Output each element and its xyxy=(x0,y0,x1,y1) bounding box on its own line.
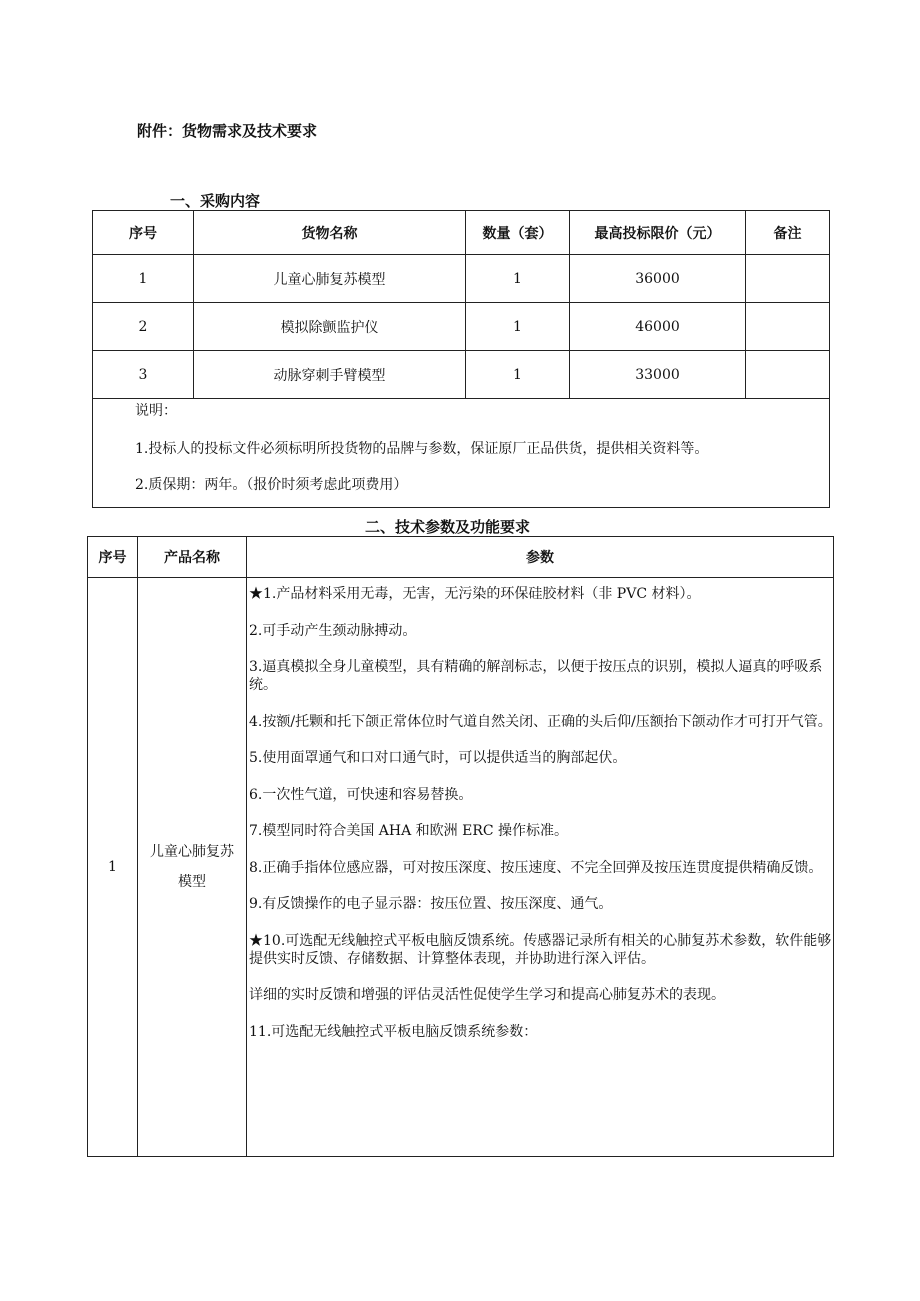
cell-price: 46000 xyxy=(570,303,746,351)
attachment-title: 附件：货物需求及技术要求 xyxy=(137,122,318,140)
param-4: 4.按额/托颗和托下颌正常体位时气道自然关闭、正确的头后仰/压额抬下颌动作才可打开气管。 xyxy=(249,713,832,730)
cell-no: 2 xyxy=(93,303,194,351)
cell-no: 3 xyxy=(93,351,194,399)
cell-no: 1 xyxy=(88,578,138,1157)
cell-parameters xyxy=(247,578,834,1157)
cell-name: 动脉穿刺手臂模型 xyxy=(194,351,466,399)
cell-qty: 1 xyxy=(466,303,570,351)
table-row xyxy=(93,351,830,399)
cell-name: 儿童心肺复苏模型 xyxy=(194,255,466,303)
cell-no: 1 xyxy=(93,255,194,303)
param-5: 5.使用面罩通气和口对口通气时，可以提供适当的胸部起伏。 xyxy=(249,750,627,766)
cell-product-name xyxy=(138,578,247,1157)
cell-remark xyxy=(746,351,830,399)
table-row xyxy=(93,255,830,303)
param-10-note: 详细的实时反馈和增强的评估灵活性促使学生学习和提高心肺复苏术的表现。 xyxy=(249,987,725,1003)
header-quantity: 数量（套） xyxy=(466,211,570,255)
param-2: 2.可手动产生颈动脉搏动。 xyxy=(249,622,417,639)
param-10: ★10.可选配无线触控式平板电脑反馈系统。传感器记录所有相关的心肺复苏术参数，软件能够提供实时反馈、存储数据、计算整体表现，并协助进行深入评估。 xyxy=(249,932,832,967)
notes-line-2: 2.质保期：两年。（报价时须考虑此项费用） xyxy=(135,477,408,493)
header-parameters: 参数 xyxy=(247,537,834,578)
notes-row xyxy=(93,399,830,508)
param-9: 9.有反馈操作的电子显示器：按压位置、按压深度、通气。 xyxy=(249,896,613,912)
header-no: 序号 xyxy=(88,537,138,578)
param-11: 11.可选配无线触控式平板电脑反馈系统参数： xyxy=(249,1023,538,1040)
parameter-list xyxy=(247,578,833,1156)
tech-params-table xyxy=(87,536,834,1157)
header-product-name: 产品名称 xyxy=(138,537,247,578)
header-goods-name: 货物名称 xyxy=(194,211,466,255)
param-6: 6.一次性气道，可快速和容易替换。 xyxy=(249,786,473,803)
header-no: 序号 xyxy=(93,211,194,255)
notes-cell xyxy=(93,399,830,508)
header-max-price: 最高投标限价（元） xyxy=(570,211,746,255)
param-7: 7.模型同时符合美国 AHA 和欧洲 ERC 操作标准。 xyxy=(249,823,569,839)
param-8: 8.正确手指体位感应器，可对按压深度、按压速度、不完全回弹及按压连贯度提供精确反馈。 xyxy=(249,859,823,876)
section2-title: 二、技术参数及功能要求 xyxy=(365,518,531,536)
param-3: 3.逼真模拟全身儿童模型，具有精确的解剖标志，以便于按压点的识别，模拟人逼真的呼吸系统。 xyxy=(249,659,823,693)
cell-name: 模拟除颤监护仪 xyxy=(194,303,466,351)
product-name-line-1: 儿童心肺复苏 xyxy=(150,844,234,860)
notes-label: 说明： xyxy=(135,403,177,419)
table-header-row xyxy=(93,211,830,255)
section1-title: 一、采购内容 xyxy=(170,192,261,210)
table-header-row xyxy=(88,537,834,578)
cell-price: 36000 xyxy=(570,255,746,303)
product-name-line-2: 模型 xyxy=(178,874,206,890)
notes-line-1: 1.投标人的投标文件必须标明所投货物的品牌与参数，保证原厂正品供货，提供相关资料等。 xyxy=(135,441,709,457)
cell-remark xyxy=(746,255,830,303)
param-1: ★1.产品材料采用无毒，无害，无污染的环保硅胶材料（非 PVC 材料）。 xyxy=(249,586,701,602)
cell-price: 33000 xyxy=(570,351,746,399)
cell-remark xyxy=(746,303,830,351)
table-row xyxy=(93,303,830,351)
cell-qty: 1 xyxy=(466,255,570,303)
procurement-table xyxy=(92,210,830,508)
table-row xyxy=(88,578,834,1157)
cell-qty: 1 xyxy=(466,351,570,399)
header-remark: 备注 xyxy=(746,211,830,255)
